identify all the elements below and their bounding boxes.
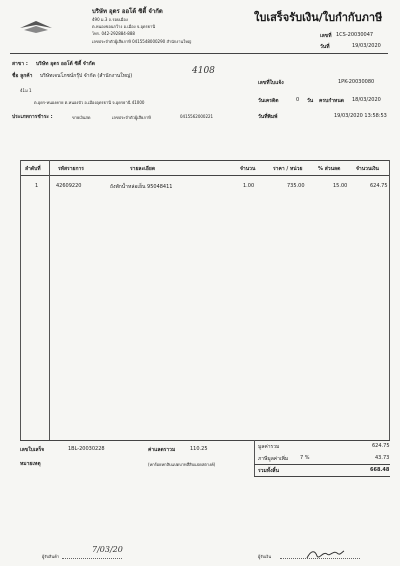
company-phone: โทร. 042-292884-888: [92, 31, 135, 36]
credit-label: วันเครดิต: [258, 98, 279, 104]
table-col-divider: [49, 160, 50, 440]
vat-rate: 7 %: [300, 455, 310, 461]
receiver-label: ผู้รับสินค้า: [42, 554, 60, 559]
col-qty-header: จำนวน: [240, 166, 256, 172]
deposit-value: 110.25: [190, 446, 208, 452]
col-discount-header: % ส่วนลด: [318, 166, 341, 172]
due-label: ครบกำหนด: [319, 98, 344, 104]
receiver-handwritten-date: 7/03/20: [92, 545, 123, 554]
col-amount-header: จำนวนเงิน: [356, 166, 379, 172]
table-header-border: [20, 175, 390, 176]
customer-name-label: ชื่อ ลูกค้า: [12, 73, 33, 79]
payment-label: ประเภทการชำระ :: [12, 114, 53, 120]
table-right-border: [389, 160, 390, 440]
grand-total-value: 668.48: [370, 467, 390, 473]
company-tax: เลขประจำตัวผู้เสียภาษี 0415548000290 สำนักงานใหญ่: [92, 39, 192, 44]
print-date: 19/03/2020 13:58:53: [334, 113, 387, 119]
subtotal-value: 624.75: [372, 443, 390, 449]
row-amount: 624.75: [370, 183, 388, 189]
invoice-number: 1PK-20030080: [338, 79, 375, 85]
company-address-1: 490 ม.3 ถ.รอบเมือง: [92, 17, 128, 22]
due-date: 18/03/2020: [352, 97, 381, 103]
col-price-header: ราคา / หน่วย: [273, 166, 303, 172]
customer-handwritten-note: 4108: [192, 66, 215, 76]
row-discount: 15.00: [333, 183, 348, 189]
table-top-border: [20, 160, 390, 161]
company-name: บริษัท อุดร ออโต้ ซิตี้ จำกัด: [92, 8, 163, 15]
col-no-header: ลำดับที่: [25, 166, 41, 172]
row-qty: 1.00: [243, 183, 255, 189]
vat-value: 43.73: [375, 455, 390, 461]
table-bottom-border: [20, 440, 390, 441]
customer-tax-label: เลขประจำตัวผู้เสียภาษี: [112, 115, 151, 120]
doc-number: 1CS-20030047: [336, 32, 374, 38]
deposit-label: ค่าแลดราวม: [148, 447, 176, 453]
receipt-no-label: เลขใบเสร็จ: [20, 447, 45, 453]
receipt-no: 1BL-20030228: [68, 446, 105, 452]
payment-type: ขายเงินสด: [72, 115, 91, 120]
doc-number-label: เลขที่: [320, 33, 332, 39]
remark-label: หมายเหตุ: [20, 461, 41, 467]
branch-label: สาขา :: [12, 61, 28, 67]
credit-days: 0: [296, 97, 300, 103]
vat-label: ภาษีมูลค่าเพิ่ม: [258, 456, 289, 462]
doc-date-label: วันที่: [320, 44, 330, 50]
doc-date: 19/03/2020: [352, 43, 381, 49]
print-date-label: วันที่พิมพ์: [258, 114, 278, 120]
invoice-label: เลขที่ใบแจ้ง: [258, 80, 284, 86]
company-logo: [18, 16, 54, 38]
total-divider: [254, 464, 390, 465]
credit-unit: วัน: [307, 98, 314, 104]
row-no: 1: [35, 183, 39, 189]
row-price: 735.00: [287, 183, 305, 189]
branch-value: บริษัท อุดร ออโต้ ซิตี้ จำกัด: [36, 61, 95, 67]
col-code-header: รหัสรายการ: [58, 166, 84, 172]
collector-signature: [305, 548, 345, 562]
totals-bottom-border: [254, 476, 390, 477]
customer-address: ต.อุดร-หนองคาย ต.หนองบัว อ.เมืองอุดรธานี จ.อุดรธานี 41000: [34, 100, 145, 105]
customer-name: บริษัทเจนโภชน์กรุ๊ป จำกัด (สำนักงานใหญ่): [40, 73, 133, 79]
collector-label: ผู้รับเงิน: [258, 554, 272, 559]
customer-line-2: 41ม 1: [20, 88, 32, 93]
row-code: 42609220: [56, 183, 82, 189]
total-in-words: (หกร้อยหกสิบแปดบาทสี่สิบแปดสตางค์): [148, 462, 216, 467]
grand-total-label: รวมทั้งสิ้น: [258, 468, 279, 474]
customer-tax-id: 0415562000221: [180, 114, 214, 119]
totals-divider: [254, 440, 255, 476]
document-title: ใบเสร็จรับเงิน/ใบกำกับภาษี: [254, 11, 383, 24]
receiver-line: [62, 558, 122, 559]
row-description: ถังพักน้ำหล่อเย็น 95048411: [110, 184, 173, 190]
subtotal-label: มูลค่ารวม: [258, 444, 280, 450]
company-address-2: ต.หนองขอนกว้าง อ.เมือง จ.อุดรธานี: [92, 24, 156, 29]
col-desc-header: รายละเอียด: [130, 166, 156, 172]
header-divider: [10, 53, 388, 54]
table-left-border: [20, 160, 21, 440]
